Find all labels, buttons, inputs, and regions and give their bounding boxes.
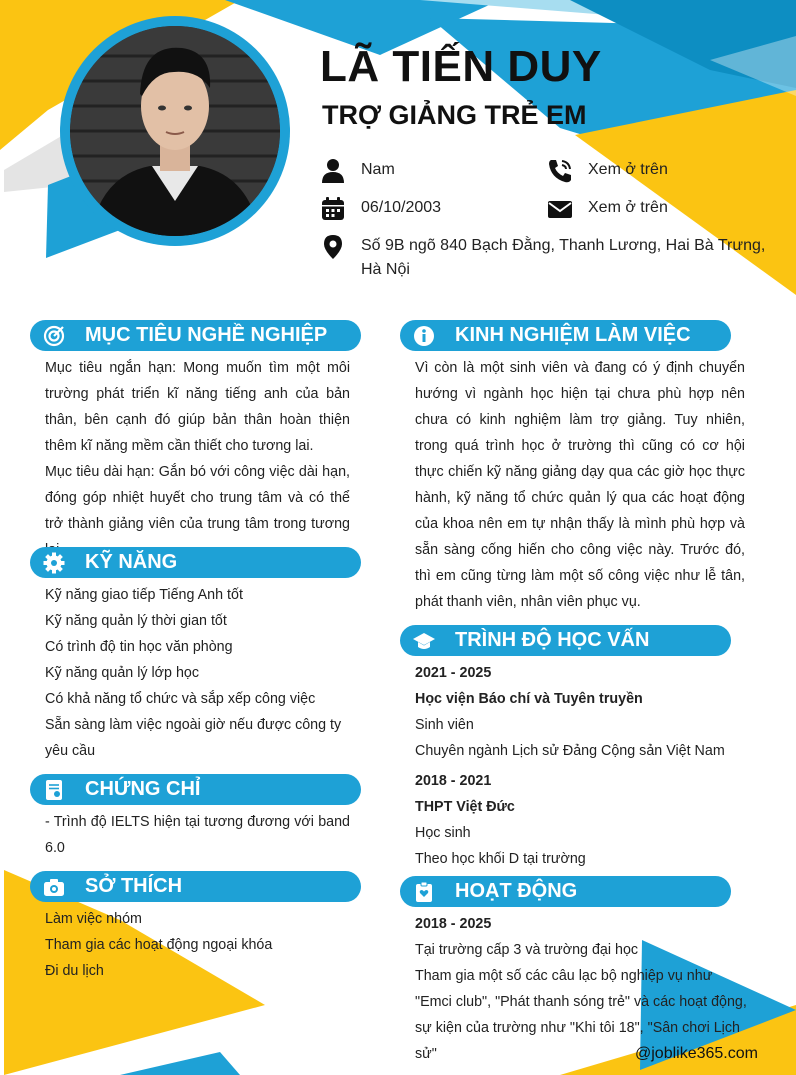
skills-list — [45, 582, 363, 764]
candidate-name: LÃ TIẾN DUY — [320, 42, 602, 91]
phone-row — [547, 158, 668, 184]
activities-content — [415, 911, 750, 1067]
list-item: Đi du lịch — [45, 963, 104, 979]
education-school: Học viện Báo chí và Tuyên truyền — [415, 691, 643, 707]
education-years: 2018 - 2021 — [415, 773, 492, 789]
experience-header — [400, 320, 731, 351]
address-row — [320, 234, 780, 282]
certificates-header — [30, 774, 361, 805]
envelope-icon — [547, 196, 573, 222]
gender-value: Nam — [361, 161, 395, 178]
footer-watermark: @joblike365.com — [635, 1045, 758, 1062]
experience-title: KINH NGHIỆM LÀM VIỆC — [455, 324, 691, 346]
hobbies-list — [45, 906, 350, 984]
list-item: Có khả năng tổ chức và sắp xếp công việc — [45, 691, 316, 707]
education-detail: Chuyên ngành Lịch sử Đảng Cộng sản Việt Nam — [415, 743, 725, 759]
objective-content — [45, 355, 350, 563]
address-value: Số 9B ngõ 840 Bạch Đằng, Thanh Lương, Hai Bà Trưng, Hà Nội — [361, 237, 766, 278]
education-title: TRÌNH ĐỘ HỌC VẤN — [455, 629, 650, 651]
target-icon — [43, 325, 65, 347]
certificate-icon — [43, 779, 65, 801]
badge-icon — [413, 881, 435, 903]
education-entry-2 — [415, 768, 745, 872]
list-item: Có trình độ tin học văn phòng — [45, 639, 233, 655]
objective-title: MỤC TIÊU NGHỀ NGHIỆP — [85, 324, 328, 346]
list-item: Sẵn sàng làm việc ngoài giờ nếu được công ty yêu cầu — [45, 717, 342, 759]
info-icon — [413, 325, 435, 347]
objective-header — [30, 320, 361, 351]
graduation-cap-icon — [413, 630, 435, 652]
birthday-row — [320, 196, 441, 222]
education-role: Học sinh — [415, 825, 471, 841]
list-item: Làm việc nhóm — [45, 911, 142, 927]
camera-icon — [43, 876, 65, 898]
objective-long-term: Mục tiêu dài hạn: Gắn bó với công việc dài hạn, đóng góp nhiệt huyết cho trung tâm và có thể trở thành giảng viên của trung tâm trong tương — [45, 464, 350, 532]
user-icon — [320, 158, 346, 184]
hobbies-header — [30, 871, 361, 902]
gender-row — [320, 158, 395, 184]
list-item: Kỹ năng quản lý lớp học — [45, 665, 200, 681]
certificates-title: CHỨNG CHỈ — [85, 778, 201, 800]
activities-title: HOẠT ĐỘNG — [455, 880, 578, 902]
experience-text: Vì còn là một sinh viên và đang có ý định chuyển hướng vì ngành học hiện tại chưa phù hợp nên chưa có kinh nghiệm làm trợ giảng. Tuy nhiên, trong quá trình học ở trường thì cũng có cơ hội thực chiến kỹ năng giảng dạy qua các giờ học thực hành, kỹ năng tổ chức quản lý qua các hoạt động của khoa nên em tự nhận thấy là mình phù hợp và sẵn sàng cống hiến cho công việc này. Trước đó, thì em cũng từng làm một số công việc như lễ tân, phát thanh viên, nhân viên phục vụ. — [415, 360, 745, 610]
location-pin-icon — [320, 234, 346, 260]
activities-header — [400, 876, 731, 907]
avatar-photo — [70, 26, 280, 236]
activities-detail: Tham gia một số các câu lạc bộ nghiệp vụ như "Emci club", "Phát thanh sóng trẻ" và các hoạt động, sự kiện của trường như "Khi tôi 18", "Sân chơi Lịch sử" — [415, 968, 747, 1062]
birthday-value: 06/10/2003 — [361, 199, 442, 216]
skills-header — [30, 547, 361, 578]
education-role: Sinh viên — [415, 717, 474, 733]
avatar — [70, 26, 280, 236]
education-entry-1 — [415, 660, 745, 764]
certificate-item: - Trình độ IELTS hiện tại tương đương với band 6.0 — [45, 814, 350, 856]
skills-title: KỸ NĂNG — [85, 551, 178, 573]
activities-years: 2018 - 2025 — [415, 916, 492, 932]
email-row — [547, 196, 668, 222]
phone-icon — [547, 158, 573, 184]
list-item: Kỹ năng quản lý thời gian tốt — [45, 613, 227, 629]
education-detail: Theo học khối D tại trường — [415, 851, 586, 867]
phone-value[interactable]: Xem ở trên — [588, 161, 668, 178]
education-school: THPT Việt Đức — [415, 799, 515, 815]
job-title: TRỢ GIẢNG TRẺ EM — [322, 100, 587, 130]
hobbies-title: SỞ THÍCH — [85, 875, 183, 897]
gear-icon — [43, 552, 65, 574]
objective-short-term: Mục tiêu ngắn hạn: Mong muốn tìm một môi trường phát triển kĩ năng tiếng anh của bản thân, bên cạnh đó giúp bản thân hoàn thiện thêm kĩ năng mềm cần thiết cho tương lai. — [45, 360, 350, 454]
calendar-icon — [320, 196, 346, 222]
education-years: 2021 - 2025 — [415, 665, 492, 681]
email-value[interactable]: Xem ở trên — [588, 199, 668, 216]
education-header — [400, 625, 731, 656]
list-item: Tham gia các hoạt động ngoại khóa — [45, 937, 273, 953]
list-item: Kỹ năng giao tiếp Tiếng Anh tốt — [45, 587, 243, 603]
activities-place: Tại trường cấp 3 và trường đại học — [415, 942, 639, 958]
experience-content — [415, 355, 745, 615]
certificates-content — [45, 809, 350, 861]
